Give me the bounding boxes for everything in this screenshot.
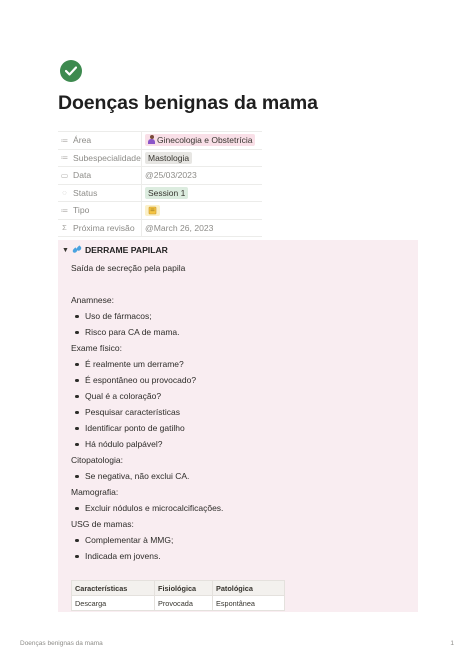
property-name: Tipo <box>73 205 90 216</box>
list-item: Excluir nódulos e microcalcificações. <box>71 500 408 516</box>
check-circle-icon <box>60 60 82 82</box>
section-label: Citopatologia: <box>71 455 123 465</box>
section-label: USG de mamas: <box>71 519 134 529</box>
calendar-icon: ▭ <box>60 170 69 180</box>
property-row-area[interactable] <box>58 132 262 150</box>
derrame-papilar-callout <box>58 240 418 612</box>
section-label: Anamnese: <box>71 295 114 305</box>
status-tag[interactable]: Session 1 <box>145 187 188 199</box>
characteristics-table <box>71 580 285 611</box>
table-row <box>72 596 285 611</box>
table-header-cell: Características <box>72 581 155 596</box>
property-row-data[interactable] <box>58 167 262 185</box>
list-item: Complementar à MMG; <box>71 532 408 548</box>
list-item: Há nódulo palpável? <box>71 436 408 452</box>
doctor-icon <box>148 135 155 144</box>
property-row-proxima-revisao[interactable] <box>58 220 262 238</box>
property-row-tipo[interactable] <box>58 202 262 220</box>
toggle-arrow-icon[interactable]: ▼ <box>62 246 69 254</box>
derrame-papilar-toggle[interactable] <box>62 245 168 255</box>
property-name: Data <box>73 170 92 181</box>
list-item: É espontâneo ou provocado? <box>71 372 408 388</box>
footer-page-number: 1 <box>450 640 454 647</box>
list-item: Se negativa, não exclui CA. <box>71 468 408 484</box>
properties-table <box>58 131 262 237</box>
table-cell: Descarga <box>72 596 155 611</box>
table-header-row <box>72 581 285 596</box>
table-header-cell: Fisiológica <box>155 581 213 596</box>
list-icon: ≔ <box>60 135 69 145</box>
list-item: Pesquisar características <box>71 404 408 420</box>
property-name: Subespecialidade <box>73 152 141 163</box>
notepad-icon <box>148 206 157 215</box>
section-label: Mamografia: <box>71 487 119 497</box>
toggle-title: DERRAME PAPILAR <box>84 245 168 255</box>
list-item: Indicada em jovens. <box>71 548 408 564</box>
area-tag[interactable]: Ginecologia e Obstetrícia <box>145 134 255 146</box>
property-row-status[interactable] <box>58 185 262 203</box>
footer-title: Doenças benignas da mama <box>20 640 103 647</box>
droplets-icon <box>73 246 82 254</box>
date-value[interactable]: @25/03/2023 <box>145 170 197 181</box>
table-cell: Provocada <box>155 596 213 611</box>
section-label: Exame físico: <box>71 343 123 353</box>
table-header-cell: Patológica <box>213 581 285 596</box>
list-icon: ≔ <box>60 205 69 215</box>
tipo-tag[interactable] <box>145 205 160 216</box>
list-item: Qual é a coloração? <box>71 388 408 404</box>
status-circle-icon: ◌ <box>62 188 67 198</box>
blank-line <box>71 276 408 292</box>
review-date-value: @March 26, 2023 <box>145 222 214 233</box>
table-cell: Espontânea <box>213 596 285 611</box>
sigma-icon: Σ <box>62 223 67 233</box>
property-row-subespecialidade[interactable] <box>58 150 262 168</box>
list-icon: ≔ <box>60 153 69 163</box>
callout-content <box>71 260 408 564</box>
list-item: Risco para CA de mama. <box>71 324 408 340</box>
property-name: Próxima revisão <box>73 222 135 233</box>
page-title: Doenças benignas da mama <box>58 92 318 114</box>
list-item: Identificar ponto de gatilho <box>71 420 408 436</box>
list-item: Uso de fármacos; <box>71 308 408 324</box>
text-line: Saída de secreção pela papila <box>71 263 186 273</box>
list-item: É realmente um derrame? <box>71 356 408 372</box>
property-name: Área <box>73 135 92 146</box>
subespecialidade-tag[interactable]: Mastologia <box>145 152 192 164</box>
property-name: Status <box>73 187 98 198</box>
